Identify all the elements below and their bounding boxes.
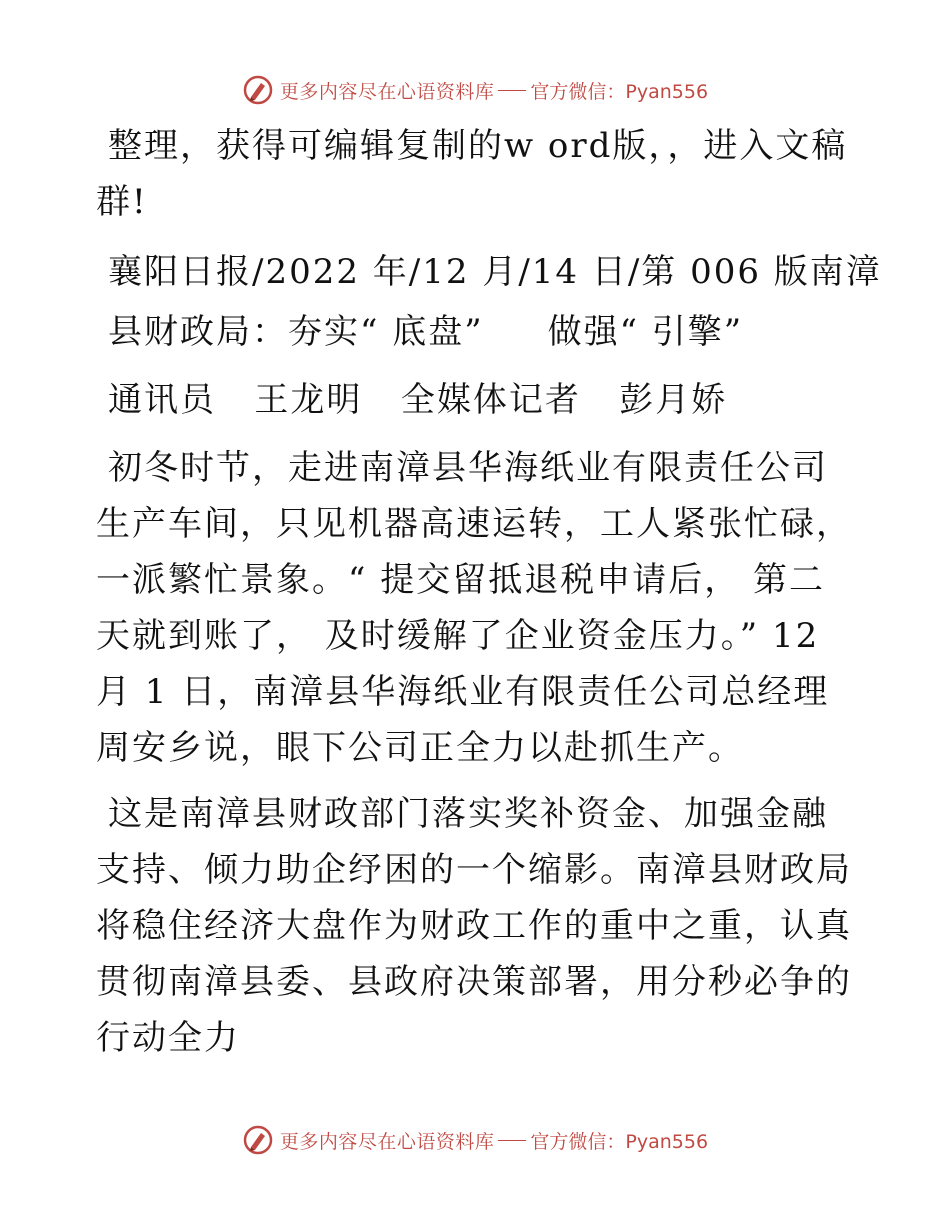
body-paragraph: 初冬时节，走进南漳县华海纸业有限责任公司生产车间，只见机器高速运转，工人紧张忙碌，一派繁忙景象。“ 提交留抵退税申请后， 第二天就到账了， 及时缓解了企业资金压力。” 12 月 1 日，南漳县华海纸业有限责任公司总经理周安乡说，眼下公司正全力以赴抓生产。	[96, 448, 852, 768]
pen-logo-icon	[242, 1124, 274, 1156]
pen-logo-icon	[242, 74, 274, 106]
byline: 通讯员 王龙明 全媒体记者 彭月娇	[108, 380, 728, 420]
watermark-banner-bottom	[0, 1120, 950, 1160]
intro-paragraph: 整理，获得可编辑复制的w ord版，，进入文稿群!	[96, 126, 848, 222]
watermark-banner-top	[0, 70, 950, 110]
article-headline: 县财政局：夯实“ 底盘” 做强“ 引擎”	[108, 312, 744, 352]
watermark-divider	[498, 90, 526, 91]
source-line: 襄阳日报/2022 年/12 月/14 日/第 006 版南漳	[108, 252, 882, 292]
watermark-brand-text: 更多内容尽在心语资料库	[279, 80, 495, 103]
watermark-brand-text: 更多内容尽在心语资料库	[279, 1130, 495, 1153]
watermark-wechat-text: 官方微信：Pyan556	[530, 1130, 709, 1153]
watermark-divider	[498, 1140, 526, 1141]
body-paragraph: 这是南漳县财政部门落实奖补资金、加强金融支持、倾力助企纾困的一个缩影。南漳县财政局将稳住经济大盘作为财政工作的重中之重，认真贯彻南漳县委、县政府决策部署，用分秒必争的行动全力	[96, 794, 852, 1058]
watermark-wechat-text: 官方微信：Pyan556	[530, 80, 709, 103]
document-body	[96, 118, 882, 1066]
